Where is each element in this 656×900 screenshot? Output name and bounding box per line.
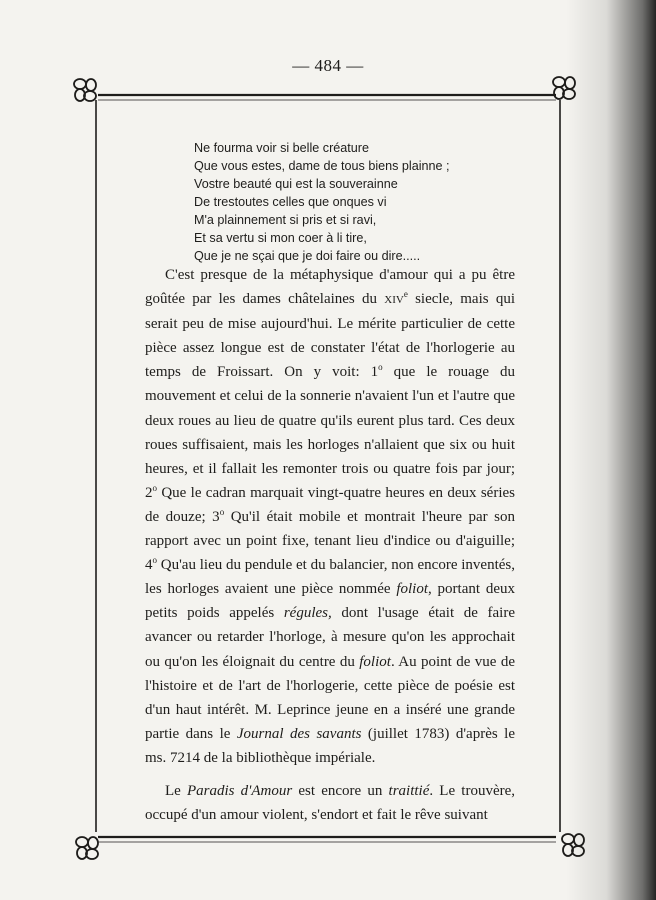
corner-ornament-top-left-icon <box>74 79 96 101</box>
poem-line: Que vous estes, dame de tous biens plainne ; <box>194 159 450 173</box>
superscript: o <box>378 362 383 373</box>
corner-ornament-top-right-icon <box>553 77 575 99</box>
italic-term: foliot <box>396 581 429 598</box>
paragraph-horlogerie <box>145 263 515 770</box>
poem-quote <box>194 139 494 265</box>
text-run: siecle, mais qui serait peu de mise aujourd'hui. Le mérite particulier de cette pièce assez longue est de constater l'état de l'horlogerie au temps de Froissart. On y voit: 1 <box>145 291 515 381</box>
text-run: que le rouage du mouvement et celui de la sonnerie n'avaient l'un et l'autre que deux roues au lieu de quatre qu'ils eurent plus tard. Ces deux roues suffisaient, mais les horloges n'allaient que six ou huit heures, et il fallait les remonter trois ou quatre fois par jour; 2 <box>145 364 515 501</box>
italic-term: traittié <box>388 782 430 799</box>
body-text <box>145 263 515 827</box>
text-run: . Au point de vue de l'histoire et de l'art de l'horlogerie, cette pièce de poésie est d'un haut intérêt. M. Leprince jeune en a inséré une grande partie dans le <box>145 653 515 742</box>
superscript: o <box>152 482 157 493</box>
century-numeral: XIV <box>384 294 404 307</box>
text-run: est encore un <box>292 782 389 799</box>
superscript: o <box>219 506 225 517</box>
corner-ornament-bottom-left-icon <box>76 837 98 859</box>
poem-line: Que je ne sçai que je doi faire ou dire..... <box>194 249 421 263</box>
italic-term: foliot <box>359 653 391 670</box>
text-run: dont l'usage était de faire avancer ou retarder l'horloge, à mesure qu'on les approchait ou qu'on les éloignait du centre du <box>145 605 516 670</box>
poem-line: Et sa vertu si mon coer à li tire, <box>194 231 367 245</box>
text-run: Le <box>165 782 187 799</box>
poem-line: Vostre beauté qui est la souverainne <box>194 177 398 191</box>
italic-title: Paradis d'Amour <box>187 782 293 799</box>
text-run: Qu'au lieu du pendule et du balancier, non encore inventés, les horloges avaient une pièce nommée <box>145 557 515 598</box>
poem-line: De trestoutes celles que onques vi <box>194 195 387 209</box>
superscript: e <box>403 289 408 300</box>
text-run: . Le trouvère, occupé d'un amour violent, s'endort et fait le rêve suivant <box>145 782 516 824</box>
text-run: , portant deux petits poids appelés <box>145 581 515 622</box>
corner-ornament-bottom-right-icon <box>562 834 584 856</box>
text-run: Que le cadran marquait vingt-quatre heures en deux séries de douze; 3 <box>145 484 515 525</box>
page-number: — 484 — <box>292 56 364 75</box>
poem-line: M'a plainnement si pris et si ravi, <box>194 213 377 227</box>
text-run: Qu'il était mobile et montrait l'heure par son rapport avec un point fixe, tenant lieu d'indice ou d'aiguille; 4 <box>145 508 516 574</box>
text-run: C'est presque de la métaphysique d'amour qui a pu être goûtée par les dames châtelaines du <box>145 267 515 308</box>
superscript: o <box>152 555 157 566</box>
italic-title: Journal des savants <box>236 725 362 742</box>
paragraph-paradis <box>145 779 515 827</box>
poem-line: Ne fourma voir si belle créature <box>194 141 369 155</box>
text-run: (juillet 1783) d'après le ms. 7214 de la bibliothèque impériale. <box>145 725 515 766</box>
italic-term: régules, <box>283 605 332 622</box>
